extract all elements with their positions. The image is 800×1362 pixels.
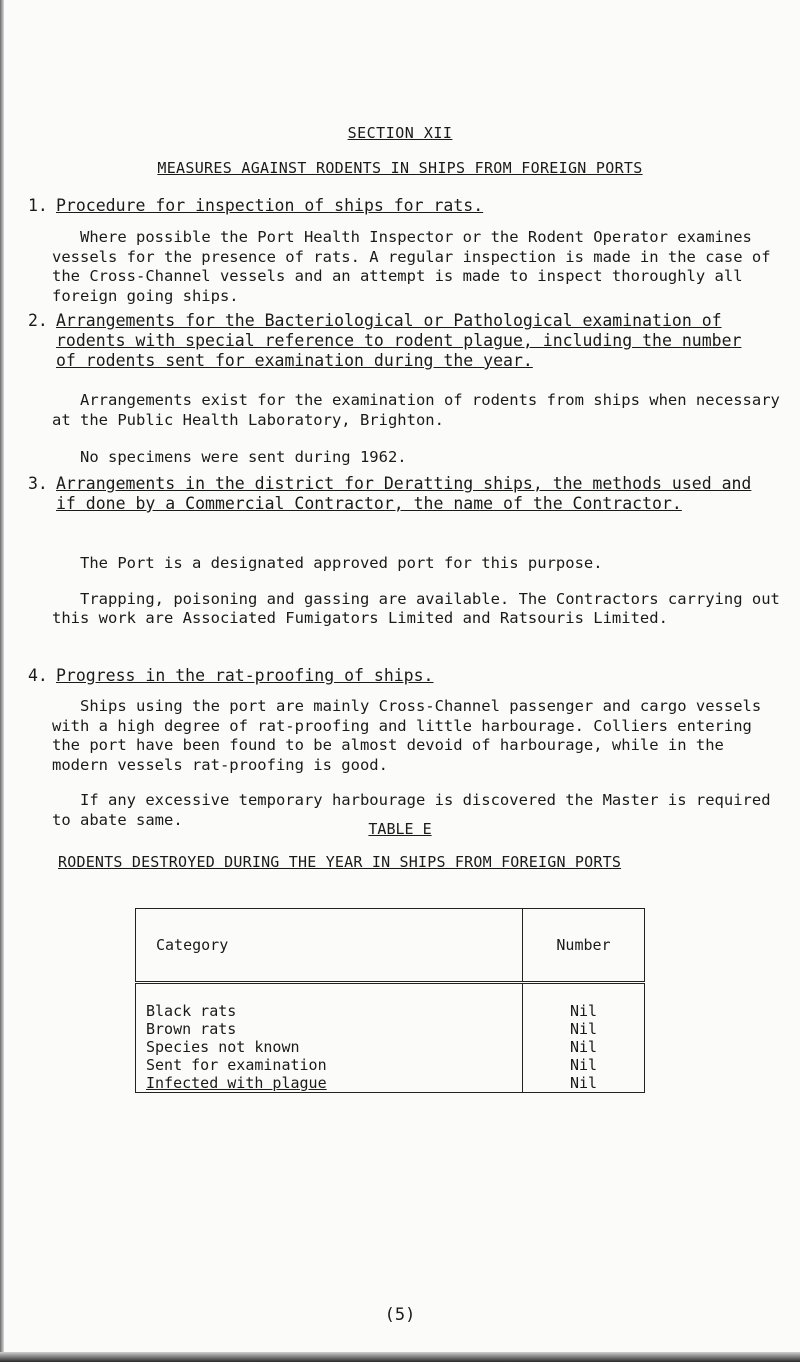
table-cell-number: Nil: [523, 1020, 645, 1038]
table-cell-number: Nil: [523, 1038, 645, 1056]
item-1-heading: [28, 196, 768, 216]
item-4-number: 4.: [28, 666, 48, 685]
item-3-title: Arrangements in the district for Deratting ships, the methods used and if done by a Commercial Contractor, the name of the Contractor.: [56, 474, 752, 513]
item-4-title: Progress in the rat-proofing of ships.: [56, 666, 434, 685]
table-subtitle: RODENTS DESTROYED DURING THE YEAR IN SHIPS FROM FOREIGN PORTS: [58, 853, 622, 871]
page-number: (5): [384, 1305, 416, 1325]
item-4-heading: [28, 666, 768, 686]
item-3-heading: [28, 474, 768, 514]
table-row: [136, 1020, 645, 1038]
table-cell-category: Brown rats: [136, 1020, 523, 1038]
table-row: [136, 1056, 645, 1074]
scan-edge-left: [0, 0, 4, 1362]
table-cell-category: Black rats: [136, 983, 523, 1021]
item-4-body: [52, 697, 780, 830]
item-4-paragraph-2: If any excessive temporary harbourage is discovered the Master is required to abate same.: [52, 791, 771, 829]
item-2-paragraph-1: Arrangements exist for the examination of rodents from ships when necessary at the Public Health Laboratory, Brighton.: [52, 391, 780, 429]
item-1-body: [52, 228, 780, 306]
item-4-paragraph-1: Ships using the port are mainly Cross-Channel passenger and cargo vessels with a high degree of rat-proofing and little harbourage. Colliers entering the port have been found to be almost devoid of harbourage, while in the modern vessels rat-proofing is good.: [52, 697, 762, 774]
table-header-category: Category: [136, 909, 523, 983]
table-row: [136, 1074, 645, 1093]
item-2-body: [52, 391, 780, 468]
table-title: TABLE E: [368, 820, 432, 838]
table-cell-category: Species not known: [136, 1038, 523, 1056]
item-2-number: 2.: [28, 311, 48, 330]
table-row: [136, 983, 645, 1021]
item-3-number: 3.: [28, 474, 48, 493]
item-2-heading: [28, 311, 768, 371]
section-title: SECTION XII: [347, 124, 453, 142]
rodents-table: [135, 908, 645, 1093]
item-3-paragraph-2: Trapping, poisoning and gassing are available. The Contractors carrying out this work are Associated Fumigators Limited and Ratsouris Limited.: [52, 589, 780, 627]
table-cell-number: Nil: [523, 1074, 645, 1093]
item-1-title: Procedure for inspection of ships for rats.: [56, 196, 484, 215]
table-header-number: Number: [523, 909, 645, 983]
item-3-paragraph-1: The Port is a designated approved port for this purpose.: [80, 554, 603, 572]
item-3-body: [52, 554, 780, 629]
page-heading: MEASURES AGAINST RODENTS IN SHIPS FROM FOREIGN PORTS: [157, 159, 643, 177]
item-2-title: Arrangements for the Bacteriological or Pathological examination of rodents with special reference to rodent plague, including the number of rodents sent for examination during the year.: [56, 311, 742, 370]
item-2-paragraph-2: No specimens were sent during 1962.: [80, 448, 407, 466]
item-1-paragraph-1: Where possible the Port Health Inspector or the Rodent Operator examines vessels for the presence of rats. A regular inspection is made in the case of the Cross-Channel vessels and an attempt is made to inspect thoroughly all foreign going ships.: [52, 228, 771, 305]
item-1-number: 1.: [28, 196, 48, 215]
scan-edge-bottom: [0, 1352, 800, 1362]
table-header-row: [136, 909, 645, 983]
table-cell-category: Sent for examination: [136, 1056, 523, 1074]
table-cell-category: Infected with plague: [136, 1074, 523, 1093]
table-cell-number: Nil: [523, 983, 645, 1021]
table-row: [136, 1038, 645, 1056]
table-cell-number: Nil: [523, 1056, 645, 1074]
